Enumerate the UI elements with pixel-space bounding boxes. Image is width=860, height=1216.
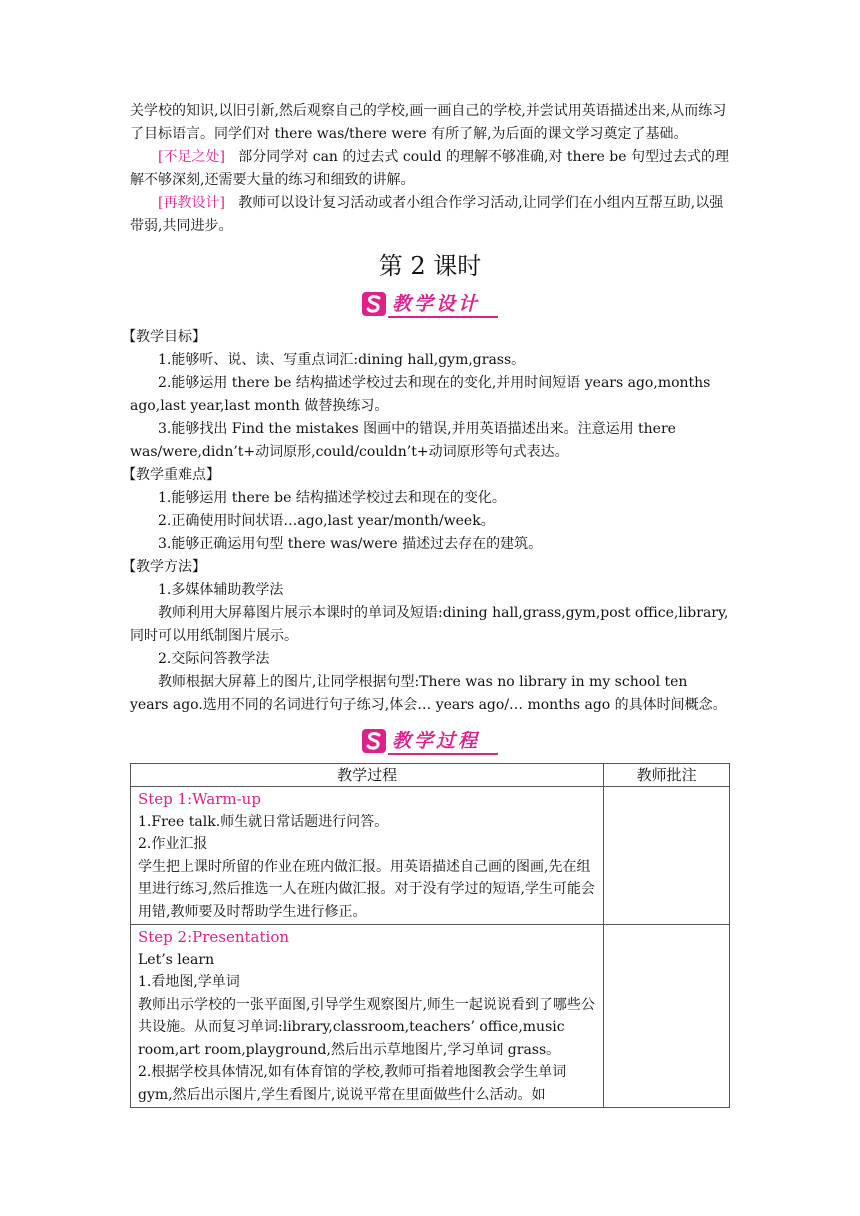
step-line: 学生把上课时所留的作业在班内做汇报。用英语描述自己画的图画,先在组里进行练习,然后推选一人在班内做汇报。对于没有学过的短语,学生可能会用错,教师要及时帮助学生进行修正。	[138, 858, 595, 920]
redesign-text: 教师可以设计复习活动或者小组合作学习活动,让同学们在小组内互帮互助,以强带弱,共同进步。	[130, 195, 724, 234]
shortcoming-label: [不足之处]	[158, 149, 225, 165]
column-header-notes: 教师批注	[604, 764, 730, 787]
banner-underline	[388, 753, 498, 755]
reflection-paragraph: 关学校的知识,以旧引新,然后观察自己的学校,画一画自己的学校,并尝试用英语描述出来,从而练习了目标语言。同学们对 there was/there were 有所了解,为后面的课文学习奠定了基础。	[130, 103, 727, 142]
step-line: 2.根据学校具体情况,如有体育馆的学校,教师可指着地图教会学生单词 gym,然后出示图片,学生看图片,说说平常在里面做些什么活动。如	[138, 1064, 567, 1103]
step-line: 1.看地图,学单词	[138, 974, 240, 990]
key-point-item: 1.能够运用 there be 结构描述学校过去和现在的变化。	[158, 490, 506, 506]
objective-item: 2.能够运用 there be 结构描述学校过去和现在的变化,并用时间短语 years ago,months ago,last year,last month 做替换练习。	[130, 375, 711, 414]
step-line: Let’s learn	[138, 951, 215, 968]
s-logo-icon	[362, 729, 386, 753]
notes-cell	[604, 787, 730, 925]
shortcoming-paragraph	[130, 146, 730, 192]
banner-underline	[388, 316, 498, 318]
redesign-paragraph	[130, 192, 730, 238]
objective-item: 3.能够找出 Find the mistakes 图画中的错误,并用英语描述出来。注意运用 there was/were,didn’t+动词原形,could/couldn’t+动词原形等句式表达。	[130, 421, 676, 460]
method-text: 教师根据大屏幕上的图片,让同学根据句型:There was no library in my school ten years ago.选用不同的名词进行句子练习,体会… years ago/… months ago 的具体时间概念。	[130, 674, 727, 713]
method-text: 教师利用大屏幕图片展示本课时的单词及短语:dining hall,grass,gym,post office,library,同时可以用纸制图片展示。	[130, 605, 729, 644]
notes-cell	[604, 925, 730, 1108]
column-header-process: 教学过程	[131, 764, 604, 787]
method-title: 1.多媒体辅助教学法	[158, 582, 284, 598]
objectives-heading: 【教学目标】	[122, 329, 206, 345]
table-row	[131, 787, 730, 925]
key-point-item: 2.正确使用时间状语…ago,last year/month/week。	[158, 513, 495, 529]
s-logo-icon	[362, 292, 386, 316]
step-line: 1.Free talk.师生就日常话题进行问答。	[138, 813, 389, 830]
teaching-design-banner	[362, 290, 498, 320]
table-row	[131, 925, 730, 1108]
step1-cell	[131, 787, 604, 925]
method-title: 2.交际问答教学法	[158, 651, 270, 667]
process-table	[130, 763, 730, 1108]
step-line: 教师出示学校的一张平面图,引导学生观察图片,师生一起说说看到了哪些公共设施。从而复习单词:library,classroom,teachers’ office,music room,art room,playground,然后出示草地图片,学习单词 grass。	[138, 996, 595, 1058]
banner-title: 教学过程	[392, 730, 481, 752]
lesson-title: 第 2 课时	[378, 252, 482, 280]
step-title: Step 2:Presentation	[138, 928, 290, 946]
methods-heading: 【教学方法】	[122, 559, 206, 575]
key-points-heading: 【教学重难点】	[122, 467, 220, 483]
step-title: Step 1:Warm-up	[138, 790, 261, 808]
shortcoming-text: 部分同学对 can 的过去式 could 的理解不够准确,对 there be 句型过去式的理解不够深刻,还需要大量的练习和细致的讲解。	[130, 149, 729, 188]
objective-item: 1.能够听、说、读、写重点词汇:dining hall,gym,grass。	[158, 352, 526, 368]
redesign-label: [再教设计]	[158, 195, 225, 211]
step-line: 2.作业汇报	[138, 836, 208, 852]
document-page	[122, 100, 730, 1108]
step2-cell	[131, 925, 604, 1108]
teaching-process-banner	[362, 727, 498, 757]
table-header-row	[131, 764, 730, 787]
banner-title: 教学设计	[392, 293, 481, 315]
key-point-item: 3.能够正确运用句型 there was/were 描述过去存在的建筑。	[158, 536, 543, 552]
